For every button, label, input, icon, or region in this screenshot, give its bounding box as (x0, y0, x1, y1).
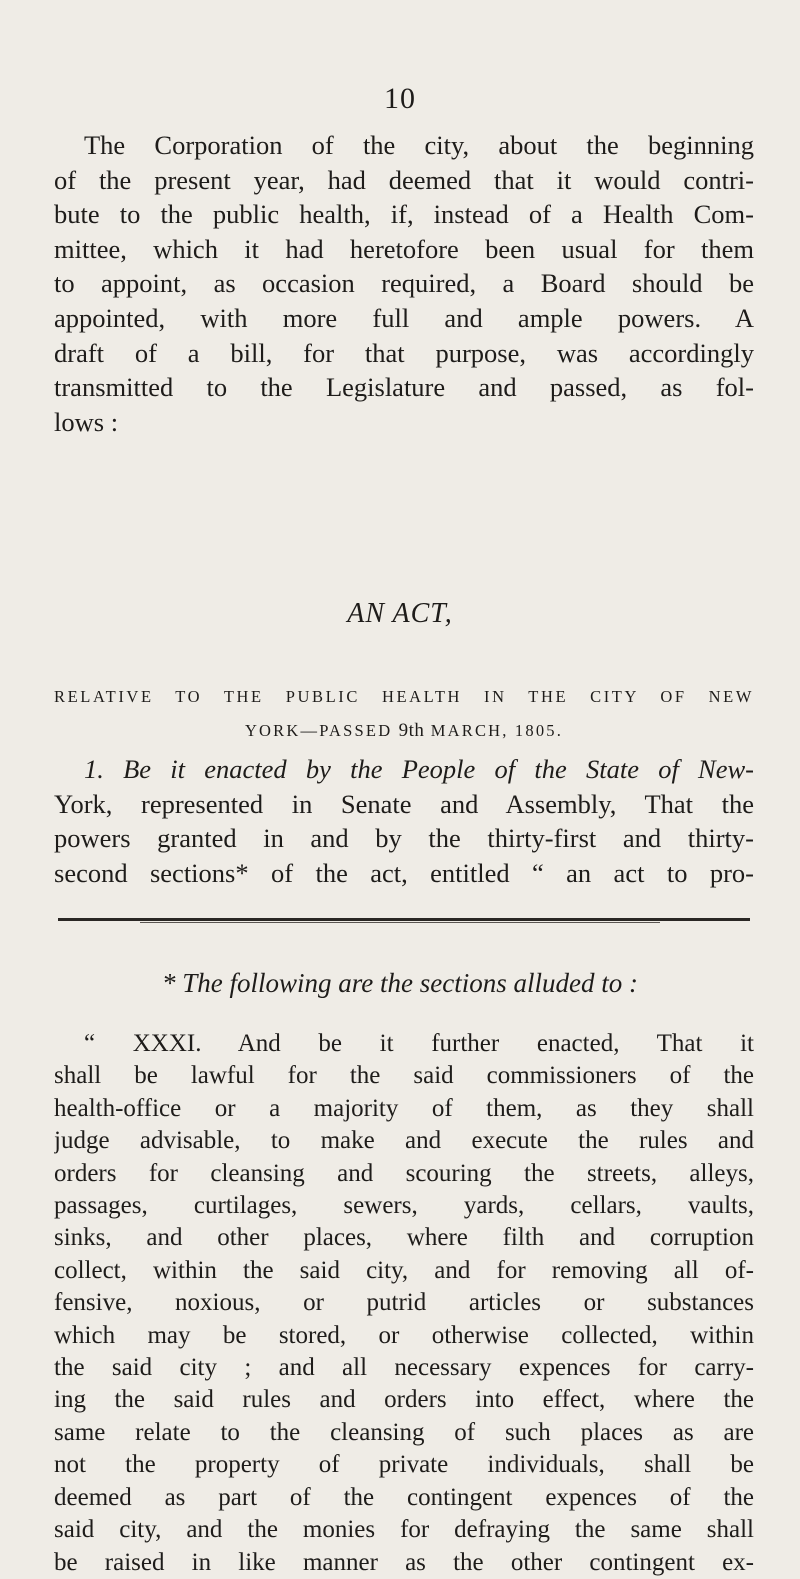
footnote-line: shall be lawful for the said commissioners of the (54, 1062, 754, 1090)
footnote-line: deemed as part of the contingent expences of the (54, 1483, 754, 1511)
footnote-line: not the property of private individuals, shall be (54, 1451, 754, 1479)
intro-line: lows : (54, 406, 119, 437)
intro-line: draft of a bill, for that purpose, was accordingly (54, 337, 754, 368)
section-1 (54, 752, 754, 890)
intro-line: to appoint, as occasion required, a Board should be (54, 268, 754, 299)
act-subtitle-suffix: MARCH, 1805. (430, 721, 564, 740)
footnote-body (54, 1028, 754, 1579)
footnote-line: same relate to the cleansing of such places as are (54, 1418, 754, 1446)
intro-line: bute to the public health, if, instead of a Health Com- (54, 199, 754, 230)
footnote-line: the said city ; and all necessary expences for carry- (54, 1354, 754, 1382)
footnote-divider (58, 918, 750, 921)
intro-paragraph (54, 128, 754, 439)
section-1-line: powers granted in and by the thirty-first and thirty- (54, 823, 754, 854)
footnote-heading: * The following are the sections alluded to : (162, 968, 638, 998)
intro-line: mittee, which it had heretofore been usual for them (54, 233, 754, 264)
footnote-line: be raised in like manner as the other contingent ex- (54, 1548, 754, 1576)
footnote-line: passages, curtilages, sewers, yards, cellars, vaults, (54, 1192, 754, 1220)
footnote-line: ing the said rules and orders into effect, where the (54, 1386, 754, 1414)
section-1-line: second sections* of the act, entitled “ an act to pro- (54, 857, 754, 888)
footnote-line: which may be stored, or otherwise collected, within (54, 1321, 754, 1349)
act-subtitle-line-1: RELATIVE TO THE PUBLIC HEALTH IN THE CITY OF NEW (54, 687, 754, 706)
footnote-line: health-office or a majority of them, as they shall (54, 1094, 754, 1122)
act-title: AN ACT, (347, 598, 453, 629)
footnote-line: orders for cleansing and scouring the streets, alleys, (54, 1159, 754, 1187)
section-1-line: York, represented in Senate and Assembly, That the (54, 788, 754, 819)
intro-line: transmitted to the Legislature and passed, as fol- (54, 372, 754, 403)
intro-line: The Corporation of the city, about the beginning (84, 130, 754, 160)
footnote-line: judge advisable, to make and execute the rules and (54, 1127, 754, 1155)
footnote-line: sinks, and other places, where filth and corruption (54, 1224, 754, 1252)
page-number: 10 (384, 82, 416, 115)
footnote-line: fensive, noxious, or putrid articles or substances (54, 1289, 754, 1317)
section-1-line: 1. Be it enacted by the People of the State of New- (84, 754, 754, 784)
footnote-line: said city, and the monies for defraying the same shall (54, 1516, 754, 1544)
act-subtitle-line-2 (54, 714, 754, 748)
intro-line: of the present year, had deemed that it would contri- (54, 164, 754, 195)
footnote-divider-thin (140, 922, 660, 923)
footnote-line: collect, within the said city, and for removing all of- (54, 1256, 754, 1284)
act-subtitle-date: 9th (398, 720, 425, 741)
footnote-line: “ XXXI. And be it further enacted, That it (84, 1030, 754, 1057)
act-subtitle (54, 680, 754, 748)
act-subtitle-prefix: YORK—PASSED (244, 721, 393, 740)
intro-line: appointed, with more full and ample powers. A (54, 302, 754, 333)
